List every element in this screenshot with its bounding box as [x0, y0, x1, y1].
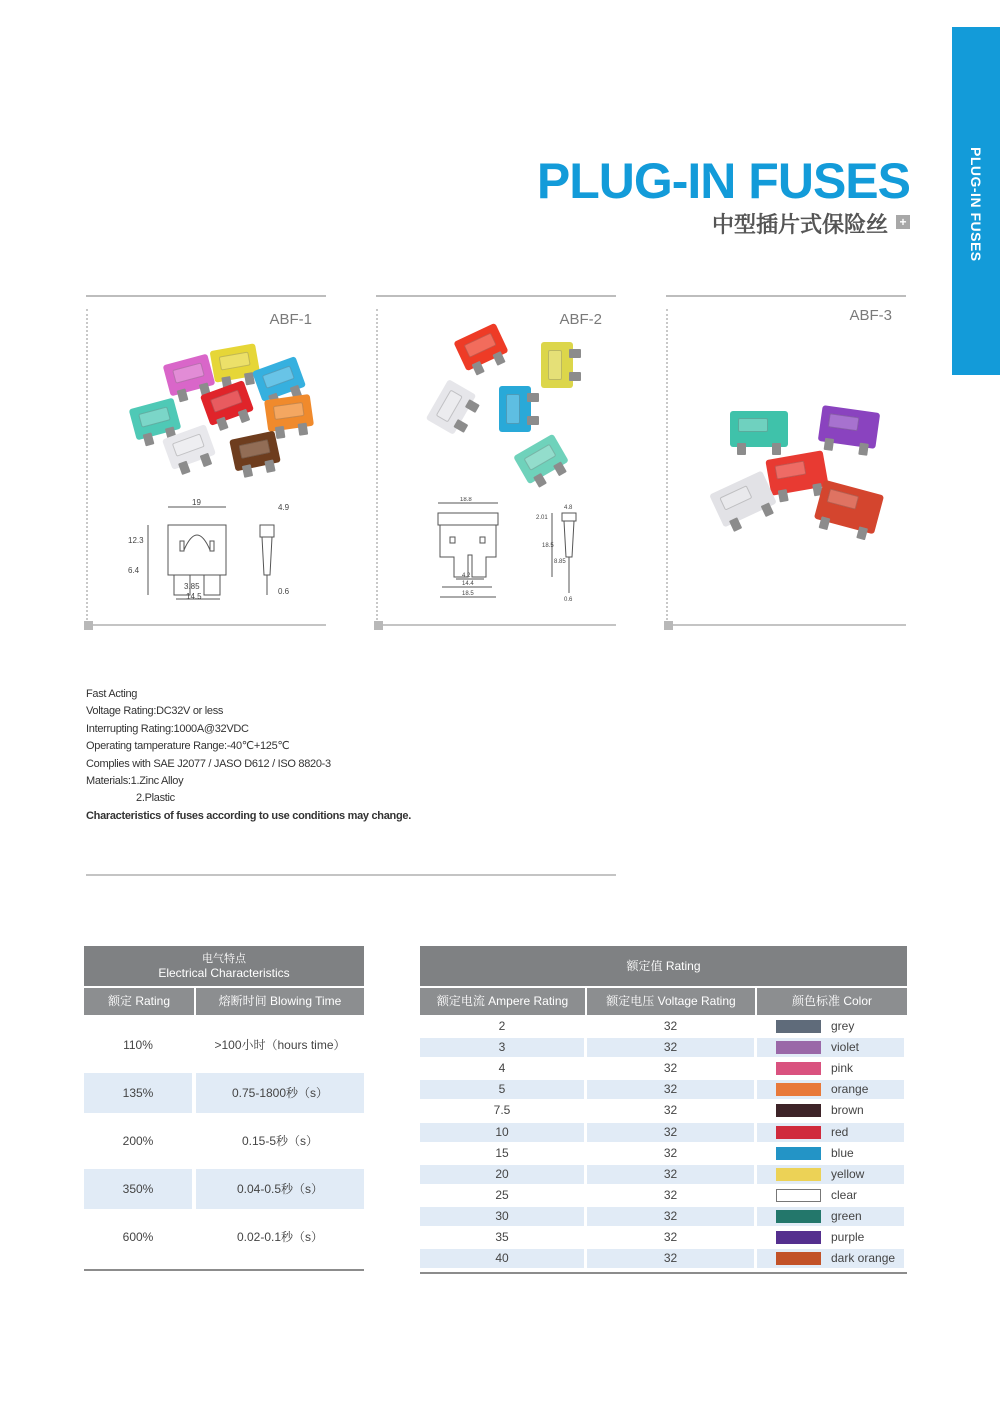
color-cell — [757, 1186, 904, 1205]
ampere-rating: 40 — [420, 1249, 584, 1268]
table-row: 110% >100小时（hours time） — [123, 1038, 346, 1052]
table-row — [420, 1080, 907, 1099]
spec-line: Voltage Rating:DC32V or less — [86, 705, 224, 718]
table-row: 135% 0.75-1800秒（s） — [84, 1069, 364, 1117]
page-title: PLUG-IN FUSES — [536, 153, 910, 209]
product-label: ABF-2 — [559, 311, 602, 328]
ampere-rating: 35 — [495, 1230, 509, 1245]
table-row: 200% 0.15-5秒（s） — [122, 1134, 319, 1148]
corner-marker — [664, 621, 673, 630]
color-swatch — [776, 1126, 821, 1139]
svg-text:0.6: 0.6 — [278, 587, 290, 596]
color-name: orange — [831, 1082, 869, 1097]
svg-text:6.4: 6.4 — [128, 566, 140, 575]
ampere-rating: 7.5 — [493, 1103, 511, 1118]
color-cell — [757, 1207, 904, 1226]
table-row — [420, 1249, 907, 1268]
color-name: grey — [831, 1019, 855, 1034]
color-cell — [757, 1059, 904, 1078]
table-row — [420, 1038, 907, 1057]
side-tab — [952, 27, 1000, 375]
table-header — [420, 988, 907, 1015]
table-row — [420, 1101, 907, 1120]
voltage-rating: 32 — [663, 1145, 678, 1160]
color-swatch — [776, 1210, 821, 1223]
divider — [666, 309, 668, 624]
voltage-rating: 32 — [587, 1207, 754, 1226]
color-name: blue — [831, 1145, 854, 1160]
table-row — [420, 1059, 907, 1078]
divider — [376, 309, 378, 624]
table-title: 电气特点 Electrical Characteristics — [84, 946, 364, 986]
ampere-rating: 20 — [420, 1165, 584, 1184]
voltage-rating: 32 — [663, 1103, 678, 1118]
technical-drawing — [128, 495, 308, 605]
plus-icon: + — [896, 215, 910, 229]
svg-text:3.85: 3.85 — [184, 582, 200, 591]
table-header — [84, 988, 364, 1015]
color-name: brown — [831, 1103, 864, 1118]
table-body — [420, 1017, 907, 1268]
color-swatch — [776, 1252, 821, 1265]
color-cell — [757, 1228, 904, 1247]
table-row: 600% 0.02-0.1秒（s） — [122, 1230, 324, 1244]
fuse-brown — [229, 431, 281, 472]
svg-text:8.85: 8.85 — [554, 559, 566, 565]
product-panel-abf-3 — [664, 295, 906, 632]
column-header: 颜色标准 Color — [757, 988, 907, 1015]
svg-text:0.6: 0.6 — [564, 597, 573, 603]
spec-line: Complies with SAE J2077 / JASO D612 / ISO 8820-3 — [86, 757, 331, 770]
table-row: 350% 0.04-0.5秒（s） — [84, 1165, 364, 1213]
svg-text:18.5: 18.5 — [542, 543, 554, 549]
table-row — [420, 1165, 907, 1184]
voltage-rating: 32 — [587, 1249, 754, 1268]
fuse-clear — [426, 379, 477, 435]
color-swatch — [776, 1168, 821, 1181]
column-header: 额定电压 Voltage Rating — [587, 988, 755, 1015]
column-header: 熔断时间 Blowing Time — [196, 988, 364, 1015]
fuse-aqua — [129, 398, 182, 441]
ampere-rating: 2 — [498, 1019, 506, 1034]
color-cell — [757, 1144, 904, 1163]
corner-marker — [84, 621, 93, 630]
voltage-rating: 32 — [663, 1019, 678, 1034]
spec-line: 2.Plastic — [136, 792, 175, 805]
fuse-aqua — [513, 434, 569, 485]
color-cell — [757, 1080, 904, 1099]
voltage-rating: 32 — [587, 1165, 754, 1184]
fuse-dark-red — [814, 480, 884, 535]
divider — [86, 874, 616, 876]
ampere-rating: 15 — [495, 1145, 509, 1160]
svg-text:18.8: 18.8 — [460, 497, 472, 503]
table-row — [420, 1186, 907, 1205]
color-cell — [757, 1123, 904, 1142]
table-row — [420, 1017, 907, 1036]
color-name: clear — [831, 1187, 858, 1202]
ampere-rating: 25 — [495, 1187, 509, 1202]
color-name: red — [831, 1124, 849, 1139]
column-header: 额定电流 Ampere Rating — [420, 988, 585, 1015]
color-cell — [757, 1017, 904, 1036]
voltage-rating: 32 — [663, 1061, 678, 1076]
divider — [420, 1272, 907, 1274]
divider — [376, 295, 616, 297]
ampere-rating: 5 — [420, 1080, 584, 1099]
side-tab-label: PLUG-IN FUSES — [968, 147, 984, 262]
product-label: ABF-1 — [269, 311, 312, 328]
specifications — [86, 686, 411, 825]
column-header: 额定 Rating — [84, 988, 194, 1015]
fuse-orange — [264, 394, 314, 432]
voltage-rating: 32 — [663, 1187, 678, 1202]
product-panel-abf-1 — [84, 295, 326, 632]
svg-text:12.3: 12.3 — [128, 536, 144, 545]
svg-text:19: 19 — [192, 498, 201, 507]
fuse-purple — [818, 405, 880, 449]
color-name: green — [831, 1208, 862, 1223]
color-cell — [757, 1038, 904, 1057]
divider — [90, 624, 326, 626]
fuse-pink — [163, 354, 216, 397]
color-swatch — [776, 1062, 821, 1075]
table-row — [420, 1123, 907, 1142]
product-panel-abf-2 — [374, 295, 616, 632]
color-cell — [757, 1101, 904, 1120]
fuse-red — [453, 323, 508, 371]
color-cell — [757, 1165, 904, 1184]
rating-table — [420, 946, 907, 1274]
ampere-rating: 30 — [420, 1207, 584, 1226]
color-swatch — [776, 1189, 821, 1202]
divider — [86, 295, 326, 297]
ampere-rating: 10 — [420, 1123, 584, 1142]
svg-text:4.9: 4.9 — [278, 503, 290, 512]
color-swatch — [776, 1041, 821, 1054]
voltage-rating: 32 — [663, 1230, 678, 1245]
color-name: yellow — [831, 1166, 865, 1181]
svg-text:14.4: 14.4 — [462, 581, 474, 587]
color-name: dark orange — [831, 1251, 896, 1266]
color-name: purple — [831, 1230, 865, 1245]
spec-note: Characteristics of fuses according to use conditions may change. — [86, 809, 411, 822]
fuse-aqua — [730, 411, 788, 447]
color-swatch — [776, 1147, 821, 1160]
svg-text:4.8: 4.8 — [564, 505, 573, 511]
divider — [380, 624, 616, 626]
table-title: 额定值 Rating — [420, 946, 907, 986]
ampere-rating: 4 — [498, 1061, 506, 1076]
svg-text:14.5: 14.5 — [186, 592, 202, 601]
technical-drawing — [432, 497, 602, 603]
fuse-yellow — [541, 342, 573, 388]
spec-line: Fast Acting — [86, 688, 138, 700]
svg-text:18.5: 18.5 — [462, 591, 474, 597]
corner-marker — [374, 621, 383, 630]
color-cell — [757, 1249, 904, 1268]
divider — [86, 309, 88, 624]
voltage-rating: 32 — [587, 1038, 754, 1057]
color-swatch — [776, 1231, 821, 1244]
table-row — [420, 1144, 907, 1163]
table-row — [420, 1207, 907, 1226]
divider — [666, 295, 906, 297]
fuse-blue — [499, 386, 531, 432]
fuse-clear — [709, 470, 777, 527]
divider — [84, 1269, 364, 1271]
divider — [670, 624, 906, 626]
fuse-red — [765, 450, 828, 496]
spec-line: Materials:1.Zinc Alloy — [86, 775, 184, 788]
voltage-rating: 32 — [587, 1123, 754, 1142]
svg-text:2.01: 2.01 — [536, 515, 548, 521]
voltage-rating: 32 — [587, 1080, 754, 1099]
product-label: ABF-3 — [849, 307, 892, 324]
spec-line: Interrupting Rating:1000A@32VDC — [86, 722, 249, 735]
spec-line: Operating tamperature Range:-40℃+125℃ — [86, 740, 290, 753]
electrical-characteristics-table — [84, 946, 364, 1271]
color-swatch — [776, 1104, 821, 1117]
color-swatch — [776, 1020, 821, 1033]
ampere-rating: 3 — [420, 1038, 584, 1057]
color-name: violet — [831, 1040, 860, 1055]
color-swatch — [776, 1083, 821, 1096]
svg-text:4.2: 4.2 — [462, 573, 471, 579]
color-name: pink — [831, 1061, 854, 1076]
table-row — [420, 1228, 907, 1247]
page-subtitle: 中型插片式保险丝 — [711, 213, 888, 238]
